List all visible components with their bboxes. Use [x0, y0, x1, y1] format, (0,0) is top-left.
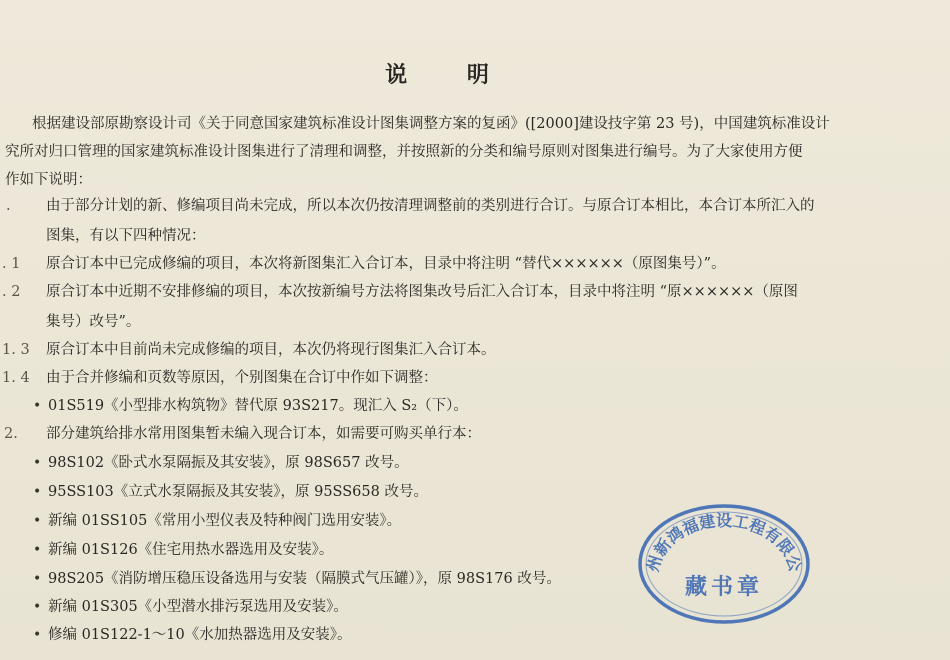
section-number: . — [6, 198, 11, 214]
section-1-line-2: 图集，有以下四种情况： — [46, 228, 206, 244]
section-number: 1. 3 — [2, 342, 30, 358]
standalone-item: 新编 01S305《小型潜水排污泵选用及安装》。 — [48, 599, 348, 615]
standalone-item: 修编 01S122-1～10《水加热器选用及安装》。 — [48, 627, 352, 643]
library-stamp — [636, 500, 812, 624]
svg-text:福州新鸿福建设工程有限公司 — [636, 500, 805, 575]
bullet-icon: • — [33, 599, 42, 615]
stamp-ring-text: 州新鸿福建设工程有限公 — [642, 511, 806, 574]
standalone-item: 95SS103《立式水泵隔振及其安装》，原 95SS658 改号。 — [48, 484, 428, 500]
bullet-icon: • — [33, 484, 42, 500]
bullet-icon: • — [33, 571, 42, 587]
standalone-item: 98S102《卧式水泵隔振及其安装》，原 98S657 改号。 — [48, 455, 409, 471]
section-number: . 1 — [2, 256, 21, 272]
section-1-line-1: 由于部分计划的新、修编项目尚未完成，所以本次仍按清理调整前的类别进行合订。与原合订本相比，本合订本所汇入的 — [46, 198, 815, 214]
bullet-icon: • — [33, 627, 42, 643]
section-1-4-line: 由于合并修编和页数等原因，个别图集在合订中作如下调整： — [46, 370, 438, 386]
standalone-item: 98S205《消防增压稳压设备选用与安装（隔膜式气压罐）》，原 98S176 改号。 — [48, 571, 561, 587]
section-1-1-line: 原合订本中已完成修编的项目，本次将新图集汇入合订本，目录中将注明 “替代××××××（原图集号）”。 — [46, 256, 726, 272]
section-1-2-line-1: 原合订本中近期不安排修编的项目，本次按新编号方法将图集改号后汇入合订本，目录中将注明 “原××××××（原图 — [46, 284, 798, 300]
stamp-ring-icon — [636, 500, 812, 624]
section-number: 1. 4 — [2, 370, 30, 386]
section-1-2-line-2: 集号）改号”。 — [46, 314, 141, 330]
intro-line-3: 作如下说明： — [5, 172, 92, 188]
stamp-center-text: 藏书章 — [684, 574, 763, 600]
intro-line-1: 根据建设部原勘察设计司《关于同意国家建筑标准设计图集调整方案的复函》([2000]建设技字第 23 号)，中国建筑标准设计 — [32, 116, 830, 132]
section-number: 2. — [4, 426, 18, 442]
adjustment-item: 01S519《小型排水构筑物》替代原 93S217。现汇入 S₂（下）。 — [48, 398, 468, 414]
bullet-icon: • — [33, 455, 42, 471]
bullet-icon: • — [33, 513, 42, 529]
section-2-line: 部分建筑给排水常用图集暂未编入现合订本，如需要可购买单行本： — [46, 426, 481, 442]
bullet-icon: • — [33, 542, 42, 558]
intro-line-2: 究所对归口管理的国家建筑标准设计图集进行了清理和调整，并按照新的分类和编号原则对图集进行编号。为了大家使用方便 — [5, 144, 803, 160]
page-title: 说 明 — [385, 62, 515, 88]
standalone-item: 新编 01S126《住宅用热水器选用及安装》。 — [48, 542, 334, 558]
section-number: . 2 — [2, 284, 21, 300]
standalone-item: 新编 01SS105《常用小型仪表及特种阀门选用安装》。 — [48, 513, 402, 529]
section-1-3-line: 原合订本中目前尚未完成修编的项目，本次仍将现行图集汇入合订本。 — [46, 342, 496, 358]
bullet-icon: • — [33, 398, 42, 414]
